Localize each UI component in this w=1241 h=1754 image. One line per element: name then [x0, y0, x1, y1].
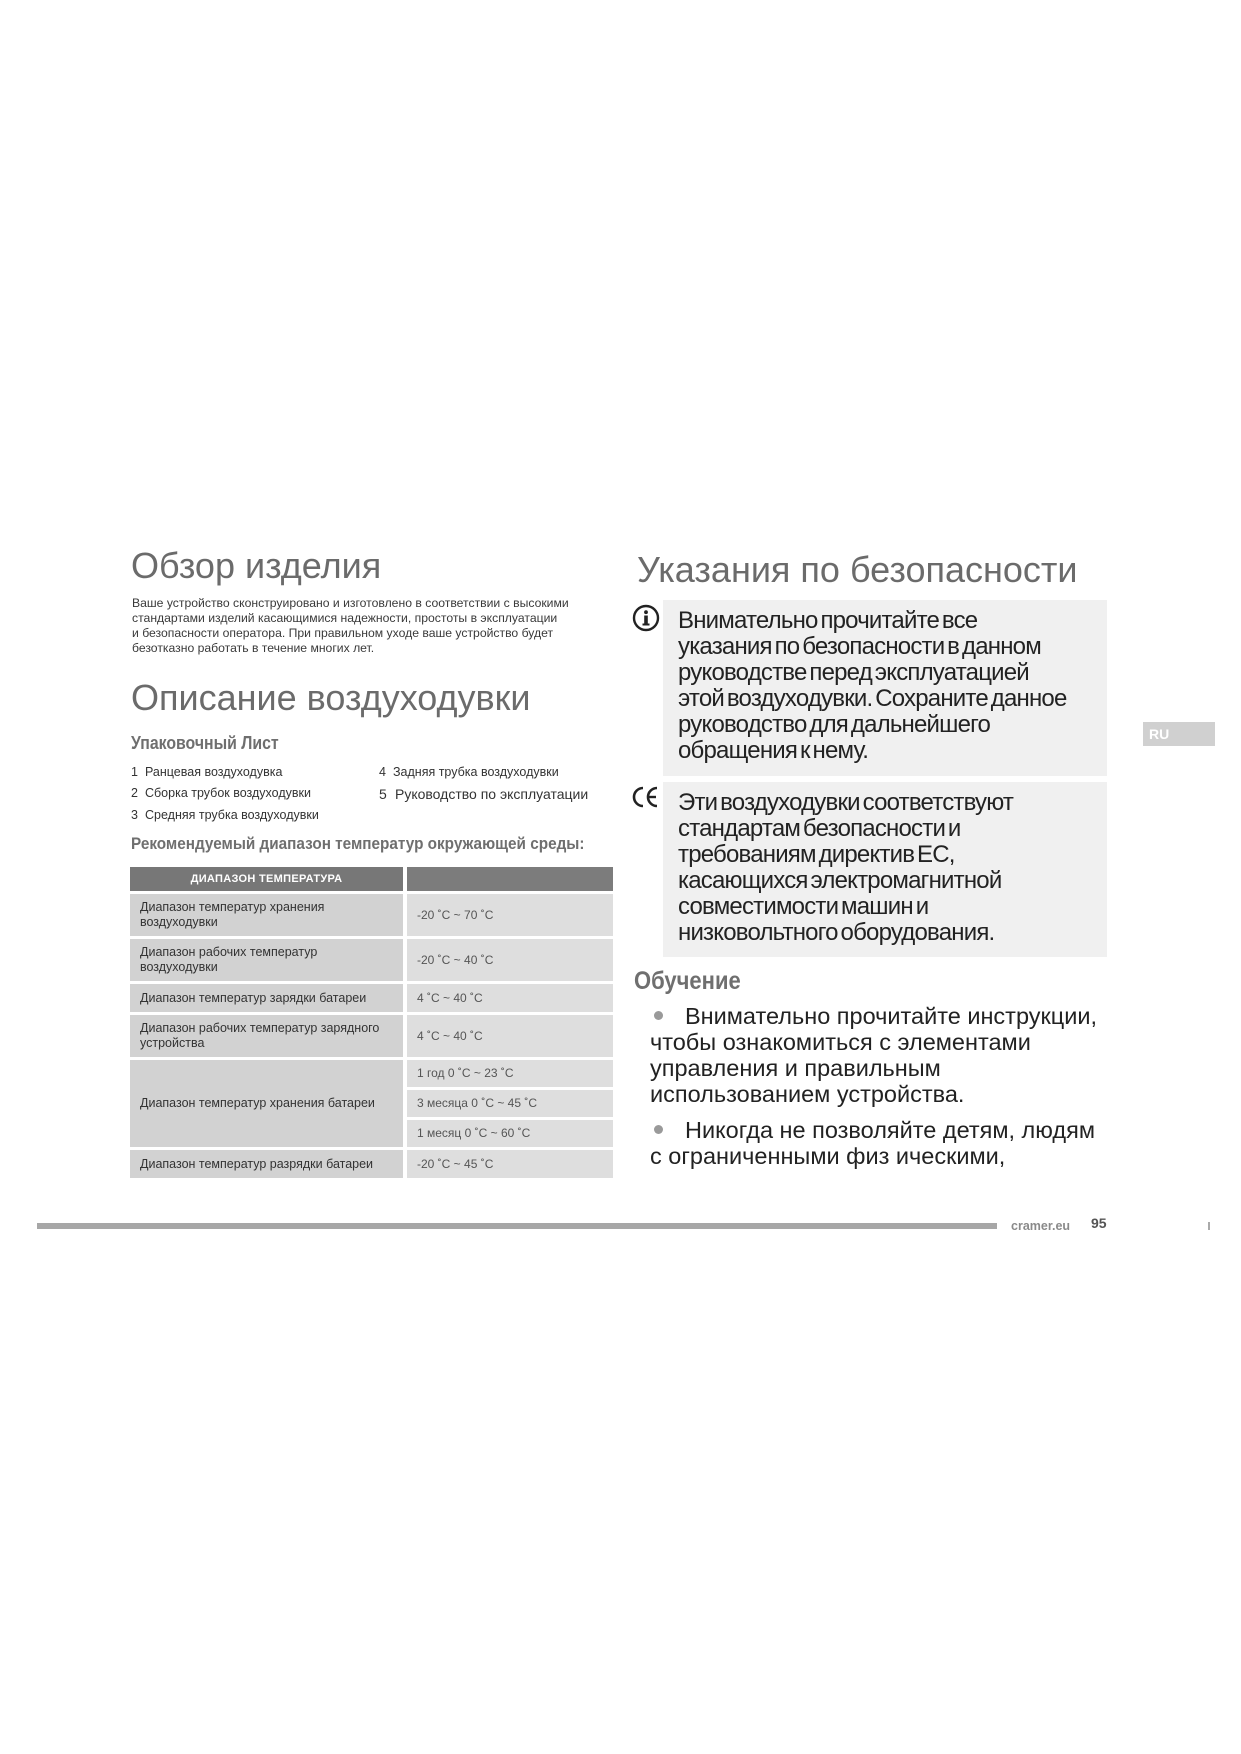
ce-line: стандартам безопасности и: [678, 815, 961, 842]
bullet-line: чтобы ознакомиться с элементами: [650, 1029, 1031, 1055]
table-row: [130, 1015, 613, 1057]
table-row: [130, 894, 613, 936]
info-line: руководство для дальнейшего: [678, 711, 991, 738]
bullet-line: управления и правильным: [650, 1055, 941, 1081]
table-row: [130, 984, 613, 1012]
row-value: -20 ˚C ~ 45 ˚C: [403, 1150, 613, 1178]
info-line: этой воздуходувки. Сохраните данное: [678, 685, 1067, 712]
row-value: 1 год 0 ˚C ~ 23 ˚C: [407, 1060, 613, 1087]
label-line: устройства: [140, 1036, 205, 1050]
packing-item-2: [131, 786, 311, 800]
row-value: -20 ˚C ~ 70 ˚C: [403, 894, 613, 936]
info-text: [678, 608, 1067, 764]
item-text: Задняя трубка воздуходувки: [393, 765, 559, 779]
overview-text: [132, 596, 612, 656]
label-line: Диапазон рабочих температур: [140, 945, 318, 959]
packing-item-4: [379, 765, 559, 779]
bullet-line: Никогда не позволяйте детям, людям: [685, 1117, 1095, 1143]
overview-line: стандартами изделий касающимися надежности, простоты в эксплуатации: [132, 611, 558, 625]
row-value: 3 месяца 0 ˚C ~ 45 ˚C: [407, 1090, 613, 1117]
bullet-line: Внимательно прочитайте инструкции,: [685, 1003, 1098, 1029]
info-circle-icon: [632, 604, 660, 632]
info-line: указания по безопасности в данном: [678, 633, 1041, 660]
ce-line: требованиям директив ЕС,: [678, 841, 955, 868]
edge-mark: [1208, 1222, 1210, 1230]
language-tab: RU: [1143, 722, 1215, 746]
item-number: 1: [131, 765, 138, 779]
training-bullet-2: [650, 1117, 1095, 1169]
item-number: 2: [131, 786, 138, 800]
training-title: Обучение: [634, 967, 741, 995]
overview-line: и безопасности оператора. При правильном уходе ваше устройство будет: [132, 626, 554, 640]
packing-item-1: [131, 765, 282, 779]
safety-title: Указания по безопасности: [637, 549, 1078, 590]
table-header-blank: [403, 867, 613, 891]
item-number: 3: [131, 808, 138, 822]
item-text: Ранцевая воздуходувка: [145, 765, 283, 779]
row-value: 1 месяц 0 ˚C ~ 60 ˚C: [407, 1120, 613, 1147]
label-line: воздуходувки: [140, 960, 218, 974]
row-value: -20 ˚C ~ 40 ˚C: [403, 939, 613, 981]
item-text: Руководство по эксплуатации: [395, 786, 589, 802]
info-line: Внимательно прочитайте все: [678, 607, 978, 634]
overview-title: Обзор изделия: [131, 545, 382, 586]
ce-mark-icon: [631, 785, 661, 809]
ce-line: Эти воздуходувки соответствуют: [678, 789, 1014, 816]
bullet-icon: [654, 1011, 663, 1020]
footer-site: cramer.eu: [1011, 1219, 1071, 1233]
footer-bar: [37, 1223, 997, 1229]
label-line: Диапазон рабочих температур зарядного: [140, 1021, 380, 1035]
row-value: 4 ˚C ~ 40 ˚C: [403, 984, 613, 1012]
row-label: Диапазон температур хранения батареи: [130, 1060, 403, 1147]
ce-text: [678, 790, 1013, 946]
row-label: [130, 939, 403, 981]
bullet-line: использованием устройства.: [650, 1081, 965, 1107]
row-value-group: [403, 1060, 613, 1147]
packing-item-5: [379, 786, 588, 802]
info-line: руководстве перед эксплуатацией: [678, 659, 1029, 686]
row-label: [130, 894, 403, 936]
overview-line: безотказно работать в течение многих лет.: [132, 641, 375, 655]
description-title: Описание воздуходувки: [131, 677, 531, 718]
item-text: Сборка трубок воздуходувки: [145, 786, 311, 800]
item-number: 5: [379, 786, 387, 802]
row-label: Диапазон температур разрядки батареи: [130, 1150, 403, 1178]
table-header-range: ДИАПАЗОН ТЕМПЕРАТУРА: [130, 867, 403, 891]
packing-title: Упаковочный Лист: [131, 733, 279, 753]
bullet-line: с ограниченными физ ическими,: [650, 1143, 1006, 1169]
row-value: 4 ˚C ~ 40 ˚C: [403, 1015, 613, 1057]
packing-item-3: [131, 808, 319, 822]
table-header-row: [130, 867, 613, 891]
overview-line: Ваше устройство сконструировано и изготовлено в соответствии с высокими: [132, 596, 569, 610]
row-label: [130, 1015, 403, 1057]
ce-line: низковольтного оборудования.: [678, 919, 995, 946]
page-number: 95: [1091, 1215, 1107, 1231]
item-number: 4: [379, 765, 386, 779]
label-line: воздуходувки: [140, 915, 218, 929]
training-bullet-1: [650, 1003, 1097, 1107]
bullet-icon: [654, 1125, 663, 1134]
label-line: Диапазон температур хранения: [140, 900, 325, 914]
table-row: [130, 939, 613, 981]
item-text: Средняя трубка воздуходувки: [145, 808, 319, 822]
temperature-table: [130, 864, 613, 1181]
ce-line: совместимости машин и: [678, 893, 929, 920]
ce-line: касающихся электромагнитной: [678, 867, 1002, 894]
info-line: обращения к нему.: [678, 737, 869, 764]
table-row: [130, 1060, 613, 1147]
table-row: [130, 1150, 613, 1178]
temperature-range-title: Рекомендуемый диапазон температур окружающей среды:: [131, 834, 585, 853]
row-label: Диапазон температур зарядки батареи: [130, 984, 403, 1012]
